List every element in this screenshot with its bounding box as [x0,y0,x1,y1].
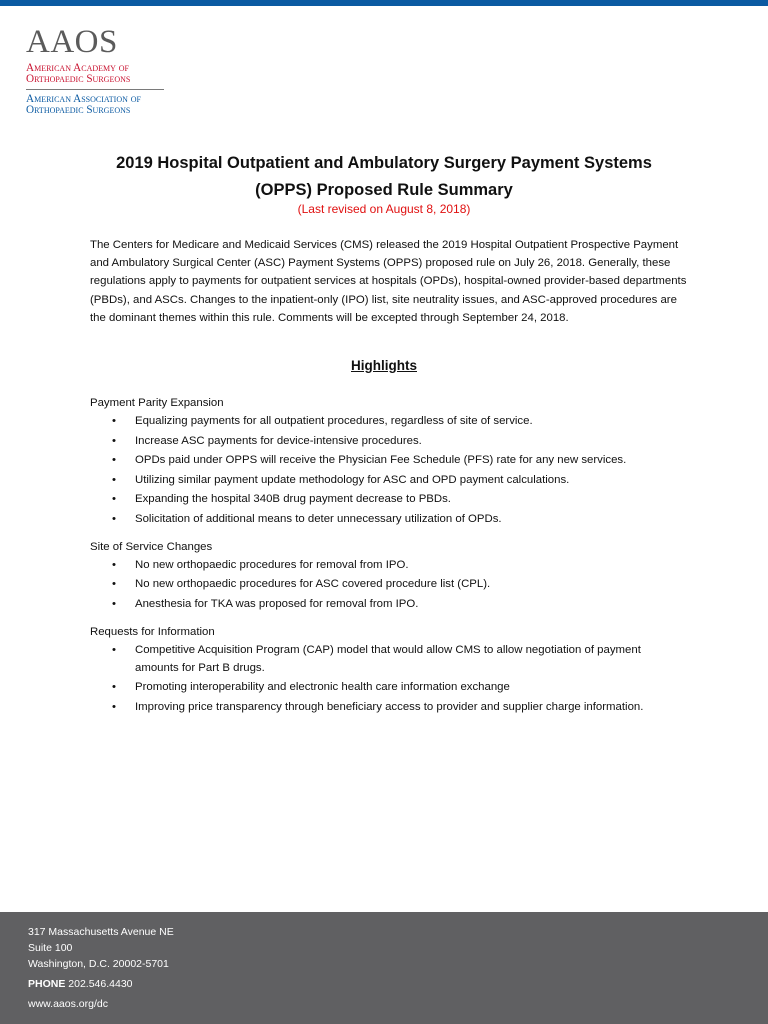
list-item-text: Solicitation of additional means to deter unnecessary utilization of OPDs. [135,512,502,525]
logo-association-line [26,94,226,116]
list-item-text: Improving price transparency through beneficiary access to provider and supplier charge information. [135,700,644,713]
list-item-text: Equalizing payments for all outpatient procedures, regardless of site of service. [135,415,533,427]
address-line-2: Suite 100 [28,942,73,954]
bullet-list [90,556,670,613]
footer-contact [28,924,174,1012]
list-item [90,432,670,450]
list-item-text: Increase ASC payments for device-intensive procedures. [135,434,422,447]
list-item-text: Competitive Acquisition Program (CAP) model that would allow CMS to allow negotiation of payment amounts for Part B drugs. [135,643,641,674]
list-item [90,575,670,593]
phone-line [28,976,174,992]
bullet-icon: • [112,578,116,590]
bullet-list [90,412,670,528]
bullet-icon: • [112,700,116,713]
list-item [90,556,670,574]
bullet-icon: • [112,473,116,486]
bullet-icon: • [112,454,116,466]
list-item [90,595,670,613]
website-link[interactable]: www.aaos.org/dc [28,998,108,1010]
section-title: Site of Service Changes [90,540,213,553]
highlights-sections [90,394,670,726]
list-item-text: Promoting interoperability and electronic health care information exchange [135,681,510,693]
bullet-icon: • [112,512,116,525]
logo-mark [26,26,226,60]
bullet-icon: • [112,434,116,447]
bullet-icon: • [112,597,116,610]
logo-association-text-1: American Association of [26,93,141,105]
address-line-1: 317 Massachusetts Avenue NE [28,926,174,938]
section-title: Payment Parity Expansion [90,397,224,409]
section-site-of-service [90,538,670,613]
list-item-text: No new orthopaedic procedures for ASC covered procedure list (CPL). [135,578,491,590]
list-item [90,510,670,528]
highlights-heading: Highlights [351,358,417,373]
logo-academy-text-2: Orthopaedic Surgeons [26,73,131,85]
bullet-icon: • [112,643,116,656]
list-item-text: Anesthesia for TKA was proposed for removal from IPO. [135,597,419,610]
aaos-logo [26,26,226,116]
logo-mark-text: AAOS [26,24,118,60]
list-item-text: OPDs paid under OPPS will receive the Physician Fee Schedule (PFS) rate for any new services. [135,454,627,466]
list-item-text: Utilizing similar payment update methodology for ASC and OPD payment calculations. [135,473,570,486]
footer [0,912,768,1024]
title-line-2: (OPPS) Proposed Rule Summary [255,181,513,199]
list-item [90,698,670,716]
intro-paragraph: The Centers for Medicare and Medicaid Services (CMS) released the 2019 Hospital Outpatient Prospective Payment and Ambulatory Surgical Center (ASC) Payment Systems (OPPS) proposed rule on July 26, 2018. Generally, these regulations apply to payments for outpatient services at hospitals (OPDs), hospital-owned provider-based departments (PBDs), and ASCs. Changes to the inpatient-only (IPO) list, site neutrality issues, and ASC-approved procedures are the dominant themes within this rule. Comments will be excepted through September 24, 2018. [90,239,687,324]
phone-number: 202.546.4430 [68,978,133,990]
revision-date: (Last revised on August 8, 2018) [297,202,471,216]
list-item-text: Expanding the hospital 340B drug payment decrease to PBDs. [135,493,451,505]
logo-association-text-2: Orthopaedic Surgeons [26,104,131,116]
section-requests-for-information [90,623,670,716]
bullet-icon: • [112,558,116,571]
bullet-icon: • [112,493,116,505]
section-payment-parity [90,394,670,528]
document-title [60,150,708,204]
bullet-list [90,641,670,716]
phone-label: PHONE [28,978,66,990]
list-item [90,641,670,677]
list-item [90,471,670,489]
list-item [90,412,670,430]
list-item-text: No new orthopaedic procedures for removal from IPO. [135,558,409,571]
list-item [90,451,670,469]
bullet-icon: • [112,681,116,693]
list-item [90,490,670,508]
logo-academy-line [26,63,226,85]
logo-divider [26,89,164,90]
top-accent-bar [0,0,768,6]
title-line-1: 2019 Hospital Outpatient and Ambulatory Surgery Payment Systems [116,154,652,172]
list-item [90,678,670,696]
logo-academy-text-1: American Academy of [26,62,129,74]
bullet-icon: • [112,415,116,427]
address-line-3: Washington, D.C. 20002-5701 [28,958,169,970]
section-title: Requests for Information [90,625,215,638]
